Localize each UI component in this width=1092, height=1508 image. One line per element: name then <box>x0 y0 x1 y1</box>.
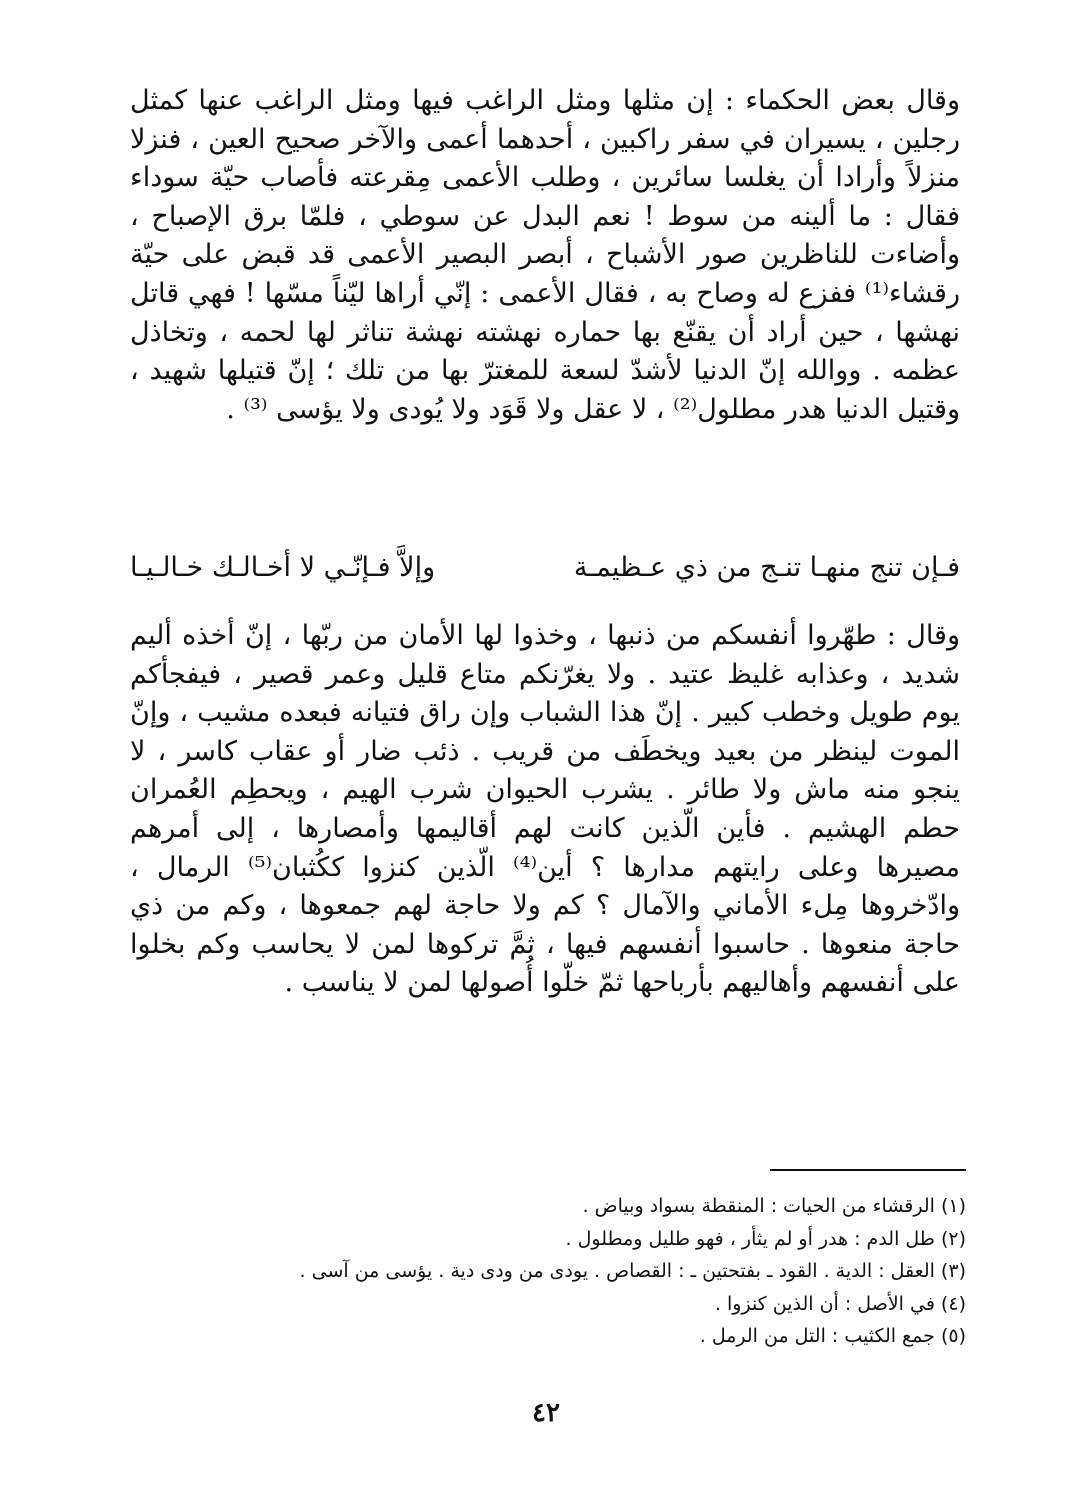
verse-first-hemistich: فـإن تنج منهـا تنـج من ذي عـظيمـة <box>573 552 960 583</box>
footnote-5: (٥) جمع الكثيب : التل من الرمل . <box>699 1325 966 1347</box>
footnote-4: (٤) في الأصل : أن الذين كنزوا . <box>714 1292 966 1315</box>
poetry-verse <box>130 548 960 588</box>
main-text-block-2 <box>130 617 960 1003</box>
verse-second-hemistich: وإلاَّ فـإنّـي لا أخـالـك خـالـيـا <box>130 552 436 583</box>
paragraph-1: وقال بعض الحكماء : إن مثلها ومثل الراغب فيها ومثل الراغب عنها كمثل رجلين ، يسيران في سفر راكبين ، أحدهما أعمى والآخر صحيح العين ، فنزلا منزلاً وأرادا أن يغلسا سائرين ، وطلب الأعمى مِقرعته فأصاب حيّة سوداء فقال : ما ألينه من سوط ! نعم البدل عن سوطي ، فلمّا برق الإصباح ، وأضاءت للناظرين صور الأشباح ، أبصر البصير الأعمى قد قبض على حيّة رقشاء⁽¹⁾ ففزع له وصاح به ، فقال الأعمى : إنّي أراها ليّناً مسّها ! فهي قاتل نهشها ، حين أراد أن يقنّع بها حماره نهشته نهشة تناثر لها لحمه ، وتخاذل عظمه . ووالله إنّ الدنيا لأشدّ لسعة للمغترّ بها من تلك ؛ إنّ قتيلها شهيد ، وقتيل الدنيا هدر مطلول⁽²⁾ ، لا عقل ولا قَوَد ولا يُودى ولا يؤسى ⁽³⁾ . <box>130 85 960 425</box>
footnote-separator <box>770 1169 966 1171</box>
page-number: ٤٢ <box>532 1398 560 1428</box>
footnote-2: (٢) طل الدم : هدر أو لم يثأر ، فهو طليل ومطلول . <box>565 1227 966 1250</box>
footnote-3: (٣) العقل : الدية . القود ـ بفتحتين ـ : القصاص . يودى من ودى دية . يؤسى من آسى . <box>299 1260 966 1282</box>
paragraph-2: وقال : طهّروا أنفسكم من ذنبها ، وخذوا لها الأمان من ربّها ، إنّ أخذه أليم شديد ، وعذابه غليظ عتيد . ولا يغرّنكم متاع قليل وعمر قصير ، فيفجأكم يوم طويل وخطب كبير . إنّ هذا الشباب وإن راق فتيانه فبعده مشيب ، وإنّ الموت لينظر من بعيد ويخطَف من قريب . ذئب ضار أو عقاب كاسر ، لا ينجو منه ماش ولا طائر . يشرب الحيوان شرب الهيم ، ويحطِم العُمران حطم الهشيم . فأين الّذين كانت لهم أقاليمها وأمصارها ، إلى أمرهم مصيرها وعلى رايتهم مدارها ؟ أين⁽⁴⁾ الّذين كنزوا ككُثبان⁽⁵⁾ الرمال ، وادّخروها مِلء الأماني والآمال ؟ كم ولا حاجة لهم جمعوها ، وكم من ذي حاجة منعوها . حاسبوا أنفسهم فيها ، ثمَّ تركوها لمن لا يحاسب وكم بخلوا على أنفسهم وأهاليهم بأرباحها ثمّ خلّوا أُصولها لمن لا يناسب . <box>130 620 960 999</box>
footnote-1: (١) الرقشاء من الحيات : المنقطة بسواد وبياض . <box>582 1195 966 1217</box>
main-text-block <box>130 82 960 429</box>
footnotes <box>140 1190 966 1353</box>
